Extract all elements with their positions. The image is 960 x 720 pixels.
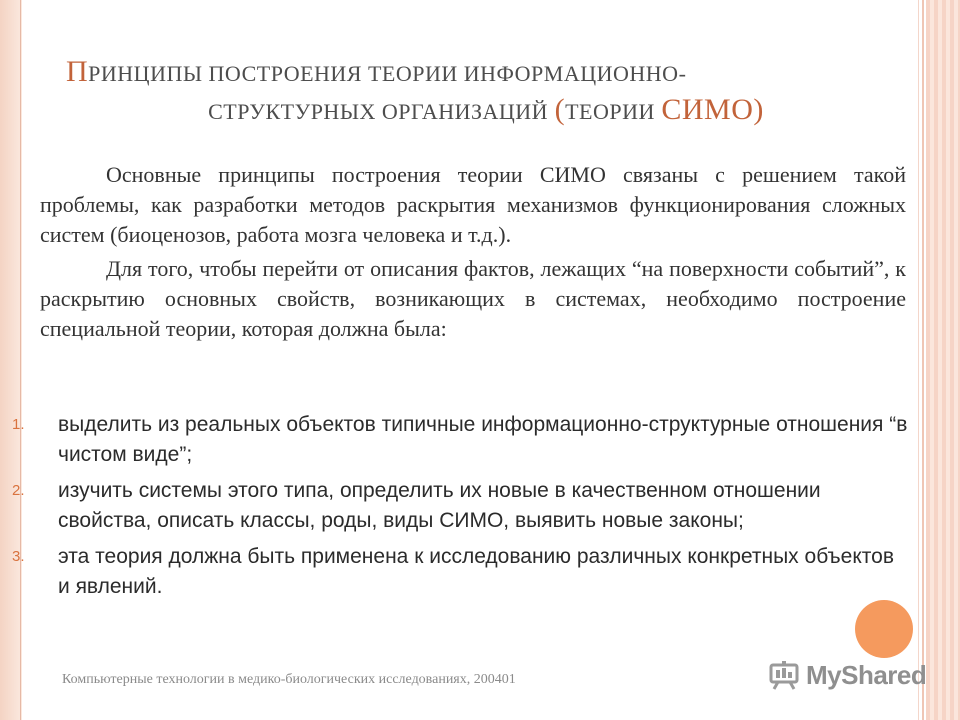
list-item: [8, 476, 908, 536]
title-paren-close: ): [753, 93, 764, 126]
list-item-text: изучить системы этого типа, определить их новые в качественном отношении свойства, описать классы, роды, виды СИМО, выявить новые законы;: [58, 479, 821, 532]
list-item: [8, 410, 908, 470]
slide-footer: Компьютерные технологии в медико-биологических исследованиях, 200401: [62, 672, 516, 687]
left-border-decoration: [0, 0, 22, 720]
title-line-2-text-b: ТЕОРИИ: [565, 99, 655, 124]
list-number: 3.: [12, 548, 25, 565]
paragraph-2: Для того, чтобы перейти от описания фактов, лежащих “на поверхности событий”, к раскрытию основных свойств, возникающих в системах, необходимо построение специальной теории, которая должна была:: [40, 256, 906, 341]
decorative-circle: [855, 600, 913, 658]
list-item: [8, 542, 908, 602]
right-border-decoration: [926, 0, 960, 720]
numbered-list: [8, 410, 908, 608]
title-abbr: СИМО: [661, 93, 754, 126]
list-number: 2.: [12, 482, 25, 499]
list-item-text: эта теория должна быть применена к исследованию различных конкретных объектов и явлений.: [58, 545, 894, 598]
title-line-1-text: РИНЦИПЫ ПОСТРОЕНИЯ ТЕОРИИ ИНФОРМАЦИОННО-: [88, 61, 687, 86]
paragraph-1: Основные принципы построения теории СИМО связаны с решением такой проблемы, как разработки методов раскрытия механизмов функционирования сложных систем (биоценозов, работа мозга человека и т.д.).: [40, 162, 906, 247]
title-line-2: [66, 92, 906, 130]
list-item-text: выделить из реальных объектов типичные информационно-структурные отношения “в чистом виде”;: [58, 413, 908, 466]
left-border-line: [20, 0, 21, 720]
title-line-2-text-a: СТРУКТУРНЫХ ОРГАНИЗАЦИЙ: [208, 99, 549, 124]
right-border-line: [922, 0, 924, 720]
presentation-board-icon: [768, 660, 800, 690]
slide-body: [40, 160, 906, 348]
watermark: [768, 658, 926, 692]
title-initial: П: [66, 55, 89, 88]
right-border-line-thin: [918, 0, 919, 720]
list-number: 1.: [12, 416, 25, 433]
slide-title: [66, 54, 906, 130]
title-line-1: [66, 54, 906, 92]
title-paren-open: (: [554, 93, 566, 126]
watermark-text: MyShared: [806, 659, 927, 690]
